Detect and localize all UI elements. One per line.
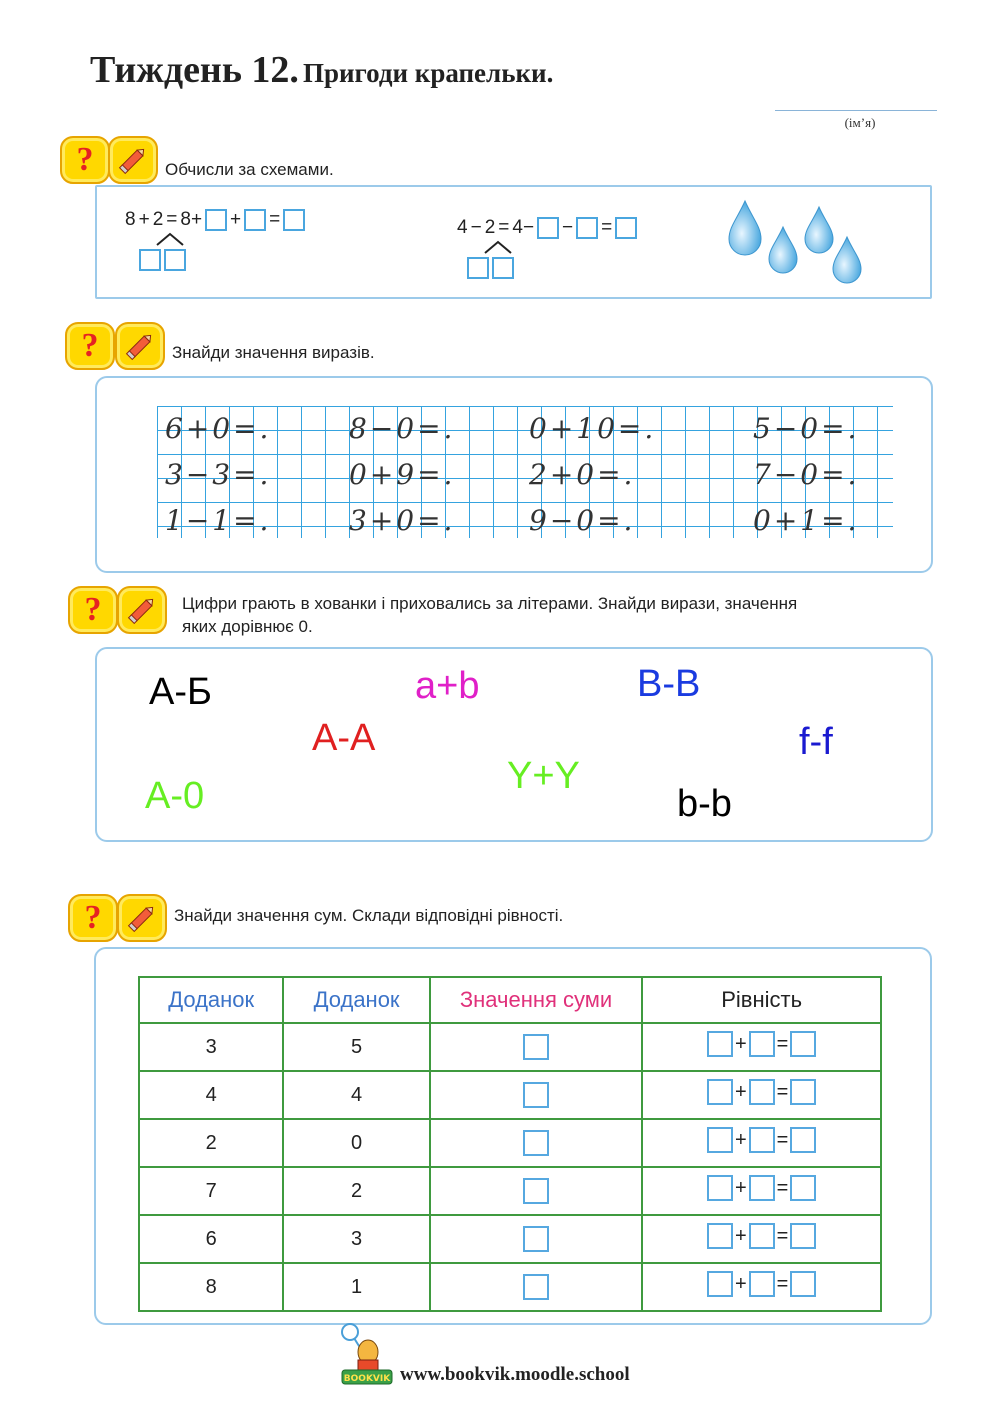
plus-sign: +	[734, 1224, 747, 1247]
table-header-row	[139, 977, 881, 1023]
sums-table	[138, 976, 882, 1312]
scheme-a	[125, 209, 305, 231]
plus-sign: +	[734, 1080, 747, 1103]
equals-sign: =	[776, 1272, 789, 1295]
expression: 3−3=.	[165, 458, 272, 491]
task4-instruction: Знайди значення сум. Склади відповідні рівності.	[174, 906, 564, 925]
sum-cell	[430, 1071, 643, 1119]
scheme-a-eq: =	[166, 209, 178, 230]
equality-cell	[642, 1263, 881, 1311]
expression-card[interactable]: a+b	[415, 665, 480, 707]
equals-sign: =	[776, 1032, 789, 1055]
table-row	[139, 1263, 881, 1311]
footer-url[interactable]: www.bookvik.moodle.school	[400, 1364, 630, 1385]
plus-sign: +	[734, 1176, 747, 1199]
question-mark-icon: ?	[76, 141, 94, 178]
expression-card[interactable]: А-Б	[149, 671, 212, 713]
header-addend-2: Доданок	[283, 977, 429, 1023]
equality-box[interactable]	[749, 1223, 775, 1249]
equals-sign: =	[776, 1224, 789, 1247]
question-badge	[65, 322, 115, 370]
task4-panel	[94, 947, 932, 1325]
scheme-a-end-eq: =	[269, 209, 281, 230]
sum-cell	[430, 1263, 643, 1311]
addend-a: 4	[139, 1071, 283, 1119]
title-main: Тиждень 12.	[90, 49, 299, 91]
scheme-b-mid-op: −	[562, 217, 574, 238]
task3-instruction-line2: яких дорівнює 0.	[182, 617, 313, 636]
equals-sign: =	[776, 1176, 789, 1199]
equality-box[interactable]	[707, 1031, 733, 1057]
sum-cell	[430, 1119, 643, 1167]
addend-b: 1	[283, 1263, 429, 1311]
table-row	[139, 1071, 881, 1119]
pencil-icon	[125, 901, 159, 935]
expression: 0+10=.	[529, 412, 657, 445]
equality-box[interactable]	[790, 1127, 816, 1153]
answer-box[interactable]	[576, 217, 598, 239]
expression: 2+0=.	[529, 458, 636, 491]
equality-box[interactable]	[749, 1127, 775, 1153]
task3-instruction-line1: Цифри грають в хованки і приховались за літерами. Знайди вирази, значення	[182, 594, 798, 613]
expression-card[interactable]: A-0	[145, 775, 205, 817]
question-mark-icon: ?	[81, 327, 99, 364]
addend-b: 5	[283, 1023, 429, 1071]
expression: 1−1=.	[165, 504, 272, 537]
pencil-icon	[125, 593, 159, 627]
sum-cell	[430, 1167, 643, 1215]
equality-cell	[642, 1215, 881, 1263]
scheme-a-mid-op: +	[230, 209, 242, 230]
question-badge	[68, 586, 118, 634]
scheme-a-split	[139, 249, 186, 271]
split-box[interactable]	[164, 249, 186, 271]
expression: 7−0=.	[753, 458, 860, 491]
equality-cell	[642, 1167, 881, 1215]
scheme-b-start: 4	[457, 217, 468, 238]
plus-sign: +	[734, 1272, 747, 1295]
plus-sign: +	[734, 1128, 747, 1151]
expression: 3+0=.	[349, 504, 456, 537]
sum-answer-box[interactable]	[523, 1082, 549, 1108]
equals-sign: =	[776, 1128, 789, 1151]
scheme-a-second: 2	[152, 209, 164, 230]
addend-a: 6	[139, 1215, 283, 1263]
expression: 9−0=.	[529, 504, 636, 537]
equality-box[interactable]	[749, 1175, 775, 1201]
addend-a: 8	[139, 1263, 283, 1311]
table-row	[139, 1023, 881, 1071]
addend-b: 0	[283, 1119, 429, 1167]
addend-a: 7	[139, 1167, 283, 1215]
split-box[interactable]	[467, 257, 489, 279]
sum-answer-box[interactable]	[523, 1226, 549, 1252]
table-row	[139, 1119, 881, 1167]
scheme-a-op: +	[138, 209, 150, 230]
plus-sign: +	[734, 1032, 747, 1055]
expression-card[interactable]: В-В	[637, 663, 701, 705]
question-mark-icon: ?	[84, 899, 102, 936]
expression: 0+1=.	[753, 504, 860, 537]
equality-cell	[642, 1071, 881, 1119]
answer-box[interactable]	[244, 209, 266, 231]
grid-paper	[157, 406, 893, 538]
task2-panel	[95, 376, 933, 573]
table-row	[139, 1215, 881, 1263]
equality-box[interactable]	[790, 1175, 816, 1201]
scheme-b-op: −	[470, 217, 482, 238]
equality-box[interactable]	[749, 1271, 775, 1297]
sum-cell	[430, 1023, 643, 1071]
equality-box[interactable]	[707, 1127, 733, 1153]
equality-box[interactable]	[790, 1223, 816, 1249]
title-sub: Пригоди крапельки.	[302, 58, 554, 88]
question-mark-icon: ?	[84, 591, 102, 628]
expression: 6+0=.	[165, 412, 272, 445]
name-line[interactable]	[775, 110, 937, 111]
answer-box[interactable]	[615, 217, 637, 239]
question-badge	[60, 136, 110, 184]
header-addend-1: Доданок	[139, 977, 283, 1023]
sums-table-body	[139, 1023, 881, 1311]
expression: 8−0=.	[349, 412, 456, 445]
header-equality: Рівність	[642, 977, 881, 1023]
header-sum-value: Значення суми	[430, 977, 643, 1023]
task1-panel	[95, 185, 932, 299]
name-label: (ім’я)	[844, 115, 876, 130]
scheme-b-rep: 4−	[512, 217, 535, 238]
split-caret-icon	[155, 231, 185, 247]
water-drops-icon	[725, 199, 865, 289]
sum-answer-box[interactable]	[523, 1130, 549, 1156]
pencil-badge	[115, 322, 165, 370]
pencil-badge	[108, 136, 158, 184]
equality-box[interactable]	[707, 1271, 733, 1297]
scheme-b-split	[467, 257, 514, 279]
addend-b: 3	[283, 1215, 429, 1263]
scheme-a-start: 8	[125, 209, 136, 230]
pencil-badge	[117, 894, 167, 942]
split-caret-icon	[483, 239, 513, 255]
logo-text: BOOKVIK	[343, 1374, 391, 1384]
split-box[interactable]	[139, 249, 161, 271]
scheme-b	[457, 217, 637, 239]
split-box[interactable]	[492, 257, 514, 279]
expression-card[interactable]: Y+Y	[507, 755, 580, 797]
expression: 0+9=.	[349, 458, 456, 491]
equality-box[interactable]	[707, 1079, 733, 1105]
equality-box[interactable]	[790, 1271, 816, 1297]
bookvik-logo	[334, 1322, 396, 1388]
sum-answer-box[interactable]	[523, 1178, 549, 1204]
sum-answer-box[interactable]	[523, 1274, 549, 1300]
question-badge	[68, 894, 118, 942]
sum-cell	[430, 1215, 643, 1263]
expression-card[interactable]: b-b	[677, 783, 732, 825]
scheme-b-eq: =	[498, 217, 510, 238]
task2-instruction: Знайди значення виразів.	[172, 343, 375, 362]
equality-box[interactable]	[707, 1223, 733, 1249]
expression-card[interactable]: А-А	[312, 717, 376, 759]
task3-instruction	[182, 592, 942, 638]
expression: 5−0=.	[753, 412, 860, 445]
pencil-icon	[123, 329, 157, 363]
table-row	[139, 1167, 881, 1215]
scheme-a-rep: 8+	[180, 209, 203, 230]
equality-cell	[642, 1119, 881, 1167]
equality-box[interactable]	[707, 1175, 733, 1201]
addend-a: 3	[139, 1023, 283, 1071]
equality-box[interactable]	[790, 1031, 816, 1057]
task3-panel	[95, 647, 933, 842]
sum-answer-box[interactable]	[523, 1034, 549, 1060]
page-title	[90, 48, 553, 92]
equality-box[interactable]	[749, 1079, 775, 1105]
answer-box[interactable]	[537, 217, 559, 239]
answer-box[interactable]	[205, 209, 227, 231]
addend-a: 2	[139, 1119, 283, 1167]
addend-b: 4	[283, 1071, 429, 1119]
addend-b: 2	[283, 1167, 429, 1215]
scheme-b-end-eq: =	[601, 217, 613, 238]
equality-cell	[642, 1023, 881, 1071]
answer-box[interactable]	[283, 209, 305, 231]
equality-box[interactable]	[790, 1079, 816, 1105]
pencil-badge	[117, 586, 167, 634]
pencil-icon	[116, 143, 150, 177]
equals-sign: =	[776, 1080, 789, 1103]
task1-instruction: Обчисли за схемами.	[165, 160, 334, 179]
equality-box[interactable]	[749, 1031, 775, 1057]
expression-card[interactable]: f-f	[799, 721, 833, 763]
scheme-b-second: 2	[484, 217, 496, 238]
